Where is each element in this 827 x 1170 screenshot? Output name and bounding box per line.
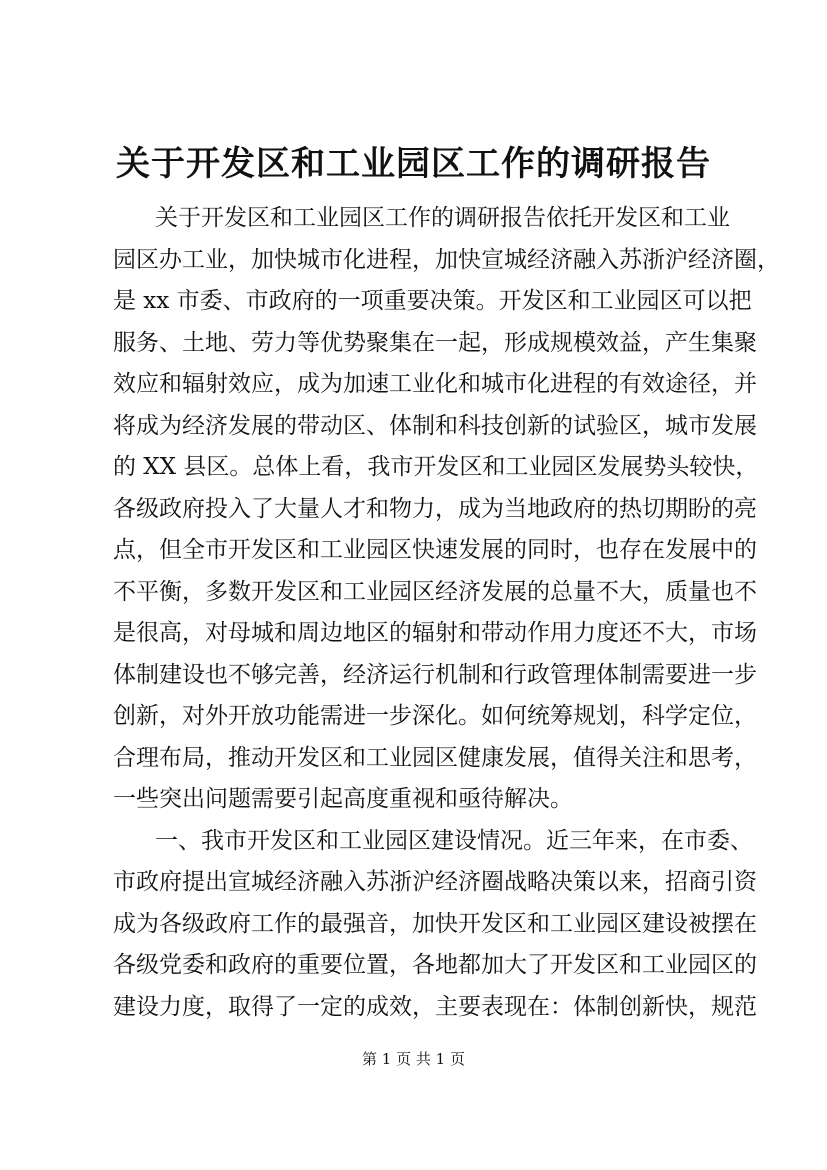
text-line: 一、我市开发区和工业园区建设情况。近三年来，在市委、 — [155, 827, 753, 854]
text-line: 是很高，对母城和周边地区的辐射和带动作用力度还不大，市场 — [113, 620, 757, 646]
text-line: 园区办工业，加快城市化进程，加快宣城经济融入苏浙沪经济圈， — [113, 246, 780, 273]
text-line: 建设力度，取得了一定的成效，主要表现在：体制创新快，规范 — [113, 993, 757, 1020]
text-line: 创新，对外开放功能需进一步深化。如何统筹规划，科学定位， — [113, 703, 757, 729]
document-title: 关于开发区和工业园区工作的调研报告 — [116, 144, 711, 184]
text-line: 效应和辐射效应，成为加速工业化和城市化进程的有效途径，并 — [113, 371, 757, 397]
text-line: 各级党委和政府的重要位置，各地都加大了开发区和工业园区的 — [113, 952, 757, 978]
text-line: 一些突出问题需要引起高度重视和亟待解决。 — [113, 786, 573, 812]
text-line: 市政府提出宣城经济融入苏浙沪经济圈战略决策以来，招商引资 — [113, 869, 757, 895]
text-line: 各级政府投入了大量人才和物力，成为当地政府的热切期盼的亮 — [113, 495, 757, 522]
text-line: 将成为经济发展的带动区、体制和科技创新的试验区，城市发展 — [113, 412, 757, 439]
text-line: 关于开发区和工业园区工作的调研报告依托开发区和工业 — [155, 205, 730, 231]
text-line: 不平衡，多数开发区和工业园区经济发展的总量不大，质量也不 — [113, 578, 757, 605]
text-line: 的 XX 县区。总体上看，我市开发区和工业园区发展势头较快， — [113, 454, 759, 480]
text-line: 是 xx 市委、市政府的一项重要决策。开发区和工业园区可以把 — [113, 288, 752, 314]
text-line: 合理布局，推动开发区和工业园区健康发展，值得关注和思考， — [113, 744, 757, 771]
text-line: 成为各级政府工作的最强音，加快开发区和工业园区建设被摆在 — [113, 910, 757, 937]
page-footer: 第 1 页 共 1 页 — [362, 1050, 465, 1068]
text-line: 体制建设也不够完善，经济运行机制和行政管理体制需要进一步 — [113, 661, 757, 688]
text-line: 点，但全市开发区和工业园区快速发展的同时，也存在发展中的 — [113, 537, 757, 563]
document-body — [113, 198, 780, 1028]
text-line: 服务、土地、劳力等优势聚集在一起，形成规模效益，产生集聚 — [113, 329, 757, 356]
